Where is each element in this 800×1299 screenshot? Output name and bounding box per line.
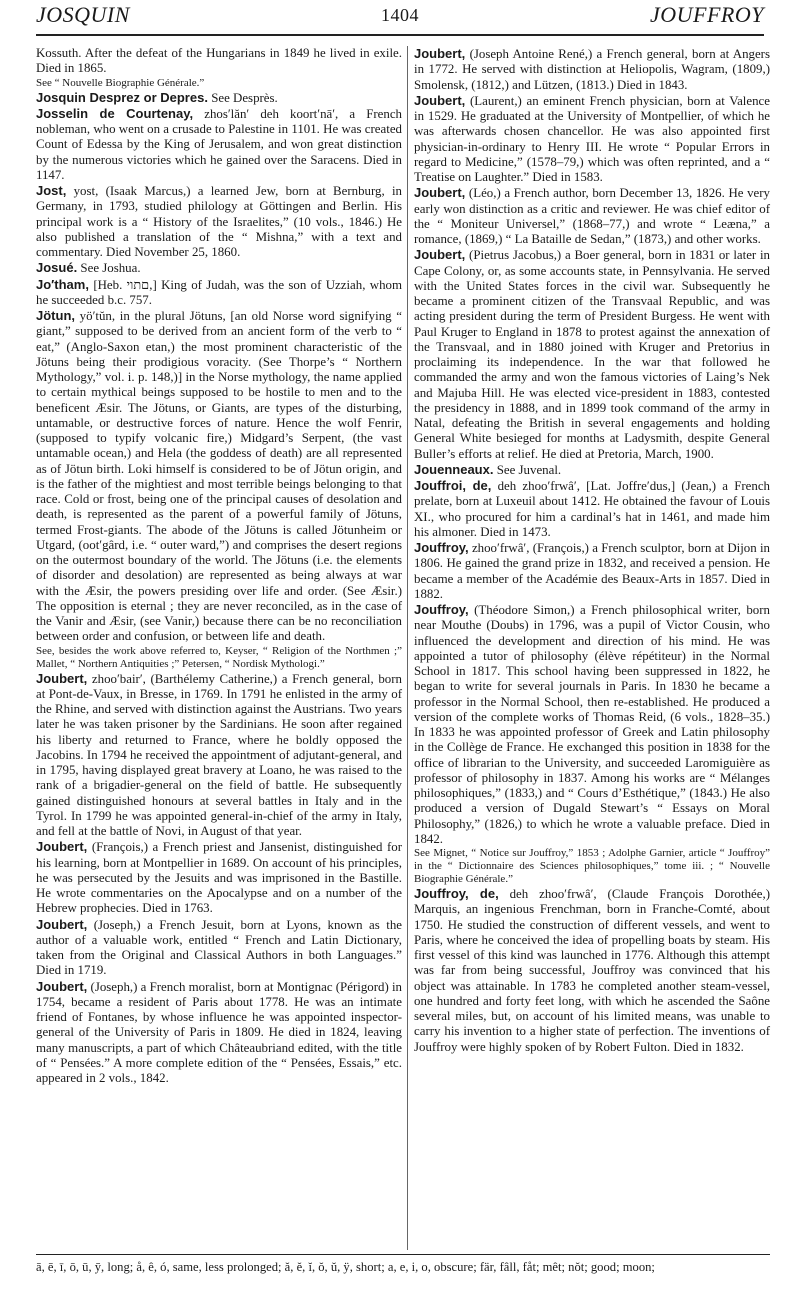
entry-headword: Joubert, [36,839,88,855]
dictionary-entry [414,602,770,847]
entry-headword: Joubert, [414,247,466,263]
entry-text: (Joseph Antoine René,) a French general, born at Angers in 1772. He served with distinction at Heliopolis, Wagram, (1809,) Smolensk, (1812,) and Lützen, (1813.) Died in 1843. [414,47,770,92]
dictionary-entry [414,478,770,540]
entry-text: (Théodore Simon,) a French philosophical writer, born near Mouthe (Doubs) in 1796, was a pupil of Victor Cousin, who influenced the development and direction of his mind. He was appointed a tutor of philosophy (élève répétiteur) in the Normal School in 1817. This school having been suppressed in 1822, he began to write for several journals in Paris. In 1830 he became a professor in the Normal School, then re-established. He produced a version of the complete works of Thomas Reid, (6 vols., 1828–35.) In 1833 he was appointed professor of Greek and Latin philosophy in the Collège de France. He exchanged this position in 1838 for the office of librarian to the University, and succeeded Laromiguière as professor of philosophy in 1837. Among his works are “ Mélanges philosophiques,” (1833,) and “ Cours d’Esthétique,” (1843.) He also produced a version of Dugald Stewart’s “ Essays on Moral Philosophy,” (1826,) to which he wrote a valuable preface. Died in 1842. [414,603,770,846]
dictionary-entry [36,183,402,260]
entry-headword: Jouffroy, [414,602,469,617]
left-column [36,46,402,1086]
entry-text: See Joshua. [80,261,141,276]
dictionary-entry [414,93,770,186]
entry-headword: Jouffroy, de, [414,886,499,901]
entry-text: zhoo′frwâ′, (François,) a French sculptor, born at Dijon in 1806. He gained the grand prize in 1832, and received a pension. He became a member of the Académie des Beaux-Arts in 1857. Died in 1882. [414,541,770,601]
reference-note [414,847,770,886]
dictionary-entry [414,247,770,462]
dictionary-entry [414,540,770,602]
entry-text: deh zhoo′frwâ′, (Claude François Dorothée,) Marquis, an ingenious Frenchman, born in Franche-Comté, about 1750. He studied the construction of different vessels, and went to Paris, where he conceived the idea of propelling boats by steam. His first vessel of this kind was launched in 1776. Although this attempt was far from being successful, Jouffroy was convinced that his object was attainable. In 1783 he completed another steam-vessel, one hundred and forty feet long, with which he ascended the Saône several miles, but, on account of his limited means, was unable to carry his invention to a higher state of perfection. The inventions of Jouffroy were highly spoken of by Robert Fulton. Died in 1832. [414,887,770,1054]
dictionary-entry [414,46,770,93]
entry-text: See Desprès. [211,90,278,105]
entry-headword: Josué. [36,260,78,276]
note-text: See, besides the work above referred to, Keyser, “ Religion of the Northmen ;” Mallet, “ Northern Antiquities ;” Petersen, “ Nordisk Mythologi.” [36,644,402,670]
column-divider [407,46,408,1250]
entry-text: deh zhoo′frwâ′, [Lat. Joffre′dus,] (Jean,) a French prelate, born at Luxeuil about 1412. He obtained the favour of Louis XI., who procured for him a cardinal’s hat in 1461, and made him his almoner. Died in 1473. [414,479,770,539]
entry-text: (Léo,) a French author, born December 13, 1826. He very early won distinction as a critic and reviewer. He was chief editor of the “ Moniteur Universel,” (1868–77,) and wrote “ Leæna,” a romance, (1869,) “ La Bataille de Sedan,” (1873,) and other works. [414,186,770,246]
entry-text: Kossuth. After the defeat of the Hungarians in 1849 he lived in exile. Died in 1865. [36,46,402,76]
entry-text: zhos′lăn′ deh koort′nā′, a French nobleman, who went on a crusade to Palestine in 1101. He was created Count of Edessa by the King of Jerusalem, and won great distinction by the numerous victories which he gained over the Saracens. Died in 1147. [36,106,402,182]
dictionary-entry [36,671,402,840]
dictionary-entry [36,106,402,183]
dictionary-entry [414,886,770,1055]
entry-headword: Jouffroy, [414,540,469,555]
reference-note [36,645,402,671]
right-column [414,46,770,1055]
entry-headword: Jost, [36,183,67,198]
entry-headword: Joubert, [36,978,88,994]
note-text: See Mignet, “ Notice sur Jouffroy,” 1853 ; Adolphe Garnier, article “ Jouffroy” in the “ Dictionnaire des Sciences philosophiques,” tome iii. ; “ Nouvelle Biographie Générale.” [414,847,770,885]
dictionary-entry [36,90,402,106]
dictionary-entry [36,277,402,309]
entry-headword: Joubert, [414,185,466,201]
entry-text: (François,) a French priest and Jansenist, distinguished for his learning, born at Montpellier in 1689. On account of his principles, he was persecuted by the Jesuits and was imprisoned in the Bastille. He wrote commentaries on the Apocalypse and on a number of the Hebrew prophecies. Died in 1763. [36,840,402,916]
entry-text: (Joseph,) a French moralist, born at Montignac (Périgord) in 1754, became a resident of Paris about 1778. He was an intimate friend of Fontanes, by whose influence he was appointed inspector-general of the University of Paris in 1809. He died in 1824, leaving many manuscripts, a part of which Châteaubriand edited, with the title of “ Pensées.” A more complete edition of the “ Pensées, Essais,” etc. appeared in 2 vols., 1842. [36,979,402,1085]
dictionary-entry [36,308,402,645]
dictionary-entry [36,979,402,1087]
entry-headword: Jötun, [36,308,75,323]
entry-text: (Laurent,) an eminent French physician, born at Valence in 1529. He graduated at the University of Montpellier, of which he was afterwards chosen chancellor. He was also appointed first physician-in-ordinary to Henry III. He wrote “ Popular Errors in regard to Medicine,” (1578–79,) which was often reprinted, and a “ Treatise on Laughter.” Died in 1583. [414,93,770,184]
entry-headword: Josselin de Courtenay, [36,105,194,121]
dictionary-entry [36,839,402,916]
entry-text: See Juvenal. [496,462,562,477]
running-header [36,2,764,50]
entry-headword: Joubert, [414,46,466,61]
entry-headword: Jouffroi, de, [414,478,492,493]
footer-rule [36,1254,770,1255]
header-rule [36,34,764,36]
entry-headword: Joubert, [414,92,466,108]
entry-headword: Jo′tham, [36,276,89,292]
entry-headword: Josquin Desprez or Depres. [36,89,208,105]
dictionary-entry [36,260,402,276]
dictionary-entry [414,185,770,247]
entry-headword: Jouenneaux. [414,461,494,477]
continued-text [36,46,402,77]
entry-headword: Joubert, [36,670,88,686]
dictionary-entry [36,917,402,979]
entry-text: zhoo′bair′, (Barthélemy Catherine,) a French general, born at Pont-de-Vaux, in Bresse, in 1769. In 1791 he enlisted in the army of the Rhine, and served with distinction against the Austrians. Two years later he was taken prisoner by the Sardinians. He soon after regained his liberty and returned to France, where he boldly opposed the Jacobins. In 1794 he received the appointment of adjutant-general, and in 1795, having displayed great bravery at Loano, he was raised to the rank of a brigadier-general on the field of battle. He subsequently gained distinguished honours at several battles in Italy and in the Tyrol. In 1799 he was appointed general-in-chief of the army in Italy, and fell at the battle of Novi, in August of that year. [36,671,402,838]
entry-text: (Pietrus Jacobus,) a Boer general, born in 1831 or later in Cape Colony, or, as some accounts state, in Pennsylvania. He served with the United States forces in the civil war. Subsequently he became a prominent citizen of the Transvaal Republic, and was acting president during the term of President Burgess. He went with Paul Kruger to England in 1878 to protest against the annexation of the Transvaal, and in 1880 joined with Kruger and Pretorius in proclaiming its independence. In the war that followed he commanded the army and won the famous victories of Laing’s Nek and Majuba Hill. He was elected vice-president in 1883, contested the presidency in 1888, and in 1899 took command of the army in Natal, defeating the British in several engagements and holding General White besieged for months at Ladysmith, despite General Buller’s efforts at relief. He died at Pretoria, March, 1900. [414,248,770,461]
note-text: See “ Nouvelle Biographie Générale.” [36,76,205,89]
reference-note [36,77,402,90]
entry-text: [Heb. םתוי,] King of Judah, was the son of Uzziah, whom he succeeded b.c. 757. [36,277,402,307]
page-number: 1404 [381,5,419,25]
pronunciation-key: ā, ē, ī, ō, ū, ȳ, long; å, ê, ó, same, less prolonged; ă, ĕ, ĭ, ŏ, ŭ, ÿ, short; a, e, i, o, obscure; fär, fâll, fåt; mêt; nŏt; good; moon; [36,1260,655,1274]
entry-text: yost, (Isaak Marcus,) a learned Jew, born at Bernburg, in Germany, in 1793, studied philology at Göttingen and Berlin. His principal work is a “ History of the Israelites,” (10 vols., 1846.) He also published a translation of the “ Mishna,” with a text and commentary. Died November 25, 1860. [36,184,402,259]
header-right-word: JOUFFROY [650,2,764,27]
dictionary-entry [414,462,770,478]
header-left-word: JOSQUIN [36,2,130,27]
entry-text: (Joseph,) a French Jesuit, born at Lyons, known as the author of a valuable work, entitled “ French and Latin Dictionary, taken from the Original and Classical Authors in both Languages.” Died in 1719. [36,917,402,978]
entry-text: yö′tŭn, in the plural Jötuns, [an old Norse word signifying “ giant,” supposed to be derived from an ancient form of the verb to “ eat,” (Anglo-Saxon etan,) the most prominent characteristic of the Jötuns being their prodigious voracity. (See Thorpe’s “ Northern Mythology,” vol. i. p. 148,)] in the Norse mythology, the name applied to certain mythical beings supposed to be hostile to men and to the beneficent Æsir. The Jötuns, or Giants, are types of the disturbing, untamable, or destructive forces of nature. Hence the wolf Fenrir, (supposed to typify volcanic fire,) Midgard’s Serpent, (the vast untamable ocean,) and Hela (the goddess of death) are all represented as of Jötun birth. Loki himself is considered to be of Jötun origin, and is the father of the mightiest and most terrible beings belonging to that race. Cold or frost, being one of the principal causes of desolation and death, is represented as the parent of a powerful family of Jötuns, termed Frost-giants. The abode of the Jötuns is called Jötunheim or Utgard, (oot′gârd, i.e. “ outer ward,”) and comprises the desert regions on the outermost boundary of the world. The Jötuns (i.e. the elements of disorder and desolation) are represented as being always at war with the Æsir, the powers presiding over life and order. (See Æsir.) The opposition is eternal ; they are never reconciled, as in the case of the Vanir and Æsir, (see Vanir,) because there can be no reconciliation between order and confusion, or between life and death. [36,309,402,644]
entry-headword: Joubert, [36,916,88,932]
